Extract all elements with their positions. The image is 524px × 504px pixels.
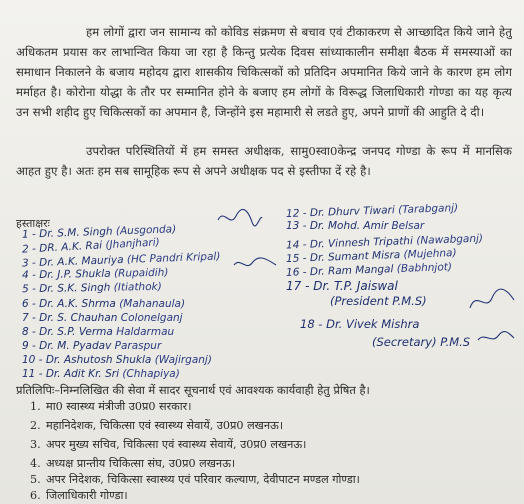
letter-paragraph-1: हम लोगों द्वारा जन सामान्य को कोविड संक्रमण से बचाव एवं टीकाकरण से आच्छादित किये जाने हेतु अधिकतम प्रयास कर लाभान्वित किया जा रहा है किन्तु प्रत्येक दिवस सांध्याकालीन समीक्षा बैठक में समस्याओं का समाधान निकालने के बजाय महोदय द्वारा शासकीय चिकित्सकों को प्रतिदिन अपमानित किये जाने के कारण हम लोग मर्माहत है। कोरोना योद्धा के तौर पर सम्मानित होने के बजाए हम लोगों के विरूद्ध जिलाधिकारी गोण्डा का यह कृत्य उन सभी शहीद हुए चिकित्सकों का अपमान है, जिन्होंने इस महामारी से लडते हुए, अपने प्राणों की आहुति दे दी। — [16, 25, 512, 119]
copy-item-1 — [30, 399, 191, 414]
signature-scribble-4 — [476, 328, 516, 346]
copy-item-5-text: अपर निदेशक, चिकित्सा स्वास्थ्य एवं परिवार कल्याण, देवीपाटन मण्डल गोण्डा। — [46, 473, 360, 486]
signatory-8 — [22, 326, 174, 338]
copy-item-4 — [30, 456, 235, 471]
signatory-11 — [22, 368, 180, 380]
signatory-8-place: Haldarmau — [116, 326, 175, 338]
signature-scribble-1 — [214, 206, 264, 230]
signatory-1-place: (Ausgonda) — [115, 223, 177, 238]
signatory-5-name: Dr. S.K. Singh — [39, 281, 111, 295]
signatory-7-num: 7 - — [22, 312, 36, 324]
copy-item-3-num: 3. — [30, 438, 41, 451]
signatory-11-num: 11 - — [22, 368, 43, 380]
signatory-14-name: Dr. Vinnesh Tripathi — [309, 235, 414, 251]
signatory-18 — [300, 318, 419, 330]
copy-item-3-text: अपर मुख्य सचिव, चिकित्सा एवं स्वास्थ्य सेवायें, उ0प्र0 लखनऊ। — [46, 438, 307, 451]
copy-item-2-text: महानिदेशक, चिकित्सा एवं स्वास्थ्य सेवायें, उ0प्र0 लखनऊ। — [46, 419, 284, 432]
signature-scribble-2 — [232, 255, 278, 273]
signatory-12-num: 12 - — [285, 207, 307, 221]
signatory-18-role: (Secretary) P.M.S — [372, 335, 471, 349]
signatory-8-name: Dr. S.P. Verma — [39, 326, 113, 338]
signatory-16-num: 16 - — [285, 266, 307, 279]
signatory-10-num: 10 - — [22, 354, 43, 366]
copy-item-5-num: 5. — [30, 473, 41, 486]
signatory-18-num: 18 - — [300, 317, 323, 331]
signatory-13-place: Belsar — [391, 220, 425, 232]
signatory-17-num: 17 - — [286, 279, 310, 293]
signatory-2-num: 2 - — [21, 242, 37, 256]
signatory-1-name: Dr. S.M. Singh — [38, 225, 113, 241]
signatory-3-num: 3 - — [21, 256, 37, 270]
copy-item-6-num: 6. — [30, 489, 41, 502]
signatory-9-num: 9 - — [22, 340, 36, 352]
signatory-18-name: Dr. Vivek Mishra — [326, 317, 420, 331]
signatory-10-place: (Wajirganj) — [154, 354, 212, 366]
signatory-1-num: 1 - — [21, 228, 37, 241]
copy-item-1-text: मा0 स्वास्थ्य मंत्रीजी उ0प्र0 सरकार। — [46, 400, 192, 413]
signatory-4-name: Dr. J.P. Shukla — [39, 267, 111, 281]
copy-item-5 — [30, 472, 360, 487]
signatory-16-name: Dr. Ram Mangal — [309, 263, 394, 279]
signatory-5 — [22, 281, 162, 295]
signatory-15-place: (Mujehna) — [403, 247, 457, 261]
signatory-6-place: (Mahanaula) — [119, 298, 186, 310]
copy-item-3 — [30, 437, 306, 452]
signature-scribble-3 — [466, 286, 518, 316]
signatory-11-name: Dr. Adit Kr. Sri — [45, 368, 119, 380]
signatory-4-num: 4 - — [21, 269, 36, 282]
copy-to-title: प्रतिलिपिः–निम्नलिखित की सेवा में सादर सूचनार्थ एवं आवश्यक कार्यवाही हेतु प्रेषित है। — [16, 383, 370, 397]
copy-item-1-num: 1. — [30, 400, 41, 413]
signatory-12 — [286, 202, 459, 220]
signatory-15-num: 15 - — [285, 252, 307, 265]
copy-item-6-text: जिलाधिकारी गोण्डा। — [46, 489, 128, 502]
signatory-6 — [22, 298, 185, 310]
signatory-14-num: 14 - — [285, 238, 307, 252]
signatory-5-place: (Itiathok) — [113, 280, 162, 294]
signatory-17-name: Dr. T.P. Jaiswal — [313, 279, 398, 293]
copy-item-2 — [30, 418, 283, 433]
signatory-6-num: 6 - — [22, 298, 36, 310]
signatory-7-name: Dr. S. Chauhan — [39, 312, 118, 324]
copy-item-4-text: अध्यक्ष प्रान्तीय चिकित्सा संघ, उ0प्र0 लखनऊ। — [46, 457, 236, 470]
copy-item-2-num: 2. — [30, 419, 41, 432]
signatory-6-name: Dr. A.K. Shrma — [39, 298, 116, 310]
signatory-15-name: Dr. Sumant Misra — [309, 248, 401, 265]
signatory-13 — [286, 220, 424, 232]
signatory-7-place: Colonelganj — [120, 312, 183, 324]
signatory-7 — [22, 312, 183, 324]
signatory-17-role: (President P.M.S) — [330, 294, 427, 308]
signatory-3-name: Dr. A.K. Mauriya — [38, 253, 124, 269]
signatory-12-place: (Tarabganj) — [397, 201, 459, 217]
signatory-4-place: (Rupaidih) — [113, 266, 169, 280]
signatory-8-num: 8 - — [22, 326, 36, 338]
signatory-9 — [22, 340, 161, 352]
signatory-4 — [22, 267, 169, 282]
signatory-10-name: Dr. Ashutosh Shukla — [45, 354, 152, 366]
signatory-2-name: DR. A.K. Rai — [38, 239, 103, 255]
signatory-13-name: Dr. Mohd. Amir — [309, 220, 389, 232]
signatory-9-place: Paraspur — [114, 340, 162, 352]
signatory-3-place: (HC Pandri Kripal) — [126, 250, 221, 266]
signatory-11-place: (Chhapiya) — [122, 368, 180, 380]
signatory-13-num: 13 - — [286, 220, 307, 232]
signatory-17 — [286, 280, 398, 292]
signatory-9-name: Dr. M. Pyadav — [39, 340, 112, 352]
signatory-10 — [22, 354, 212, 366]
signatures-label: हस्ताक्षरः — [16, 217, 50, 230]
signatory-5-num: 5 - — [21, 282, 36, 296]
signatory-14-place: (Nawabganj) — [416, 232, 484, 247]
letter-paragraph-2: उपरोक्त परिस्थितियों में हम समस्त अधीक्षक, सामु0स्वा0केन्द्र जनपद गोण्डा के रूप में मानसिक आहत हुए है। अतः हम सब सामूहिक रूप से अपने अधीक्षक पद से इस्तीफा दें रहे है। — [16, 144, 512, 178]
copy-item-4-num: 4. — [30, 457, 41, 470]
signatory-16-place: (Babhnjot) — [396, 261, 453, 276]
copy-item-6 — [30, 488, 128, 503]
signatory-12-name: Dr. Dhurv Tiwari — [309, 204, 396, 220]
signatory-2-place: (Jhanjhari) — [105, 236, 160, 252]
